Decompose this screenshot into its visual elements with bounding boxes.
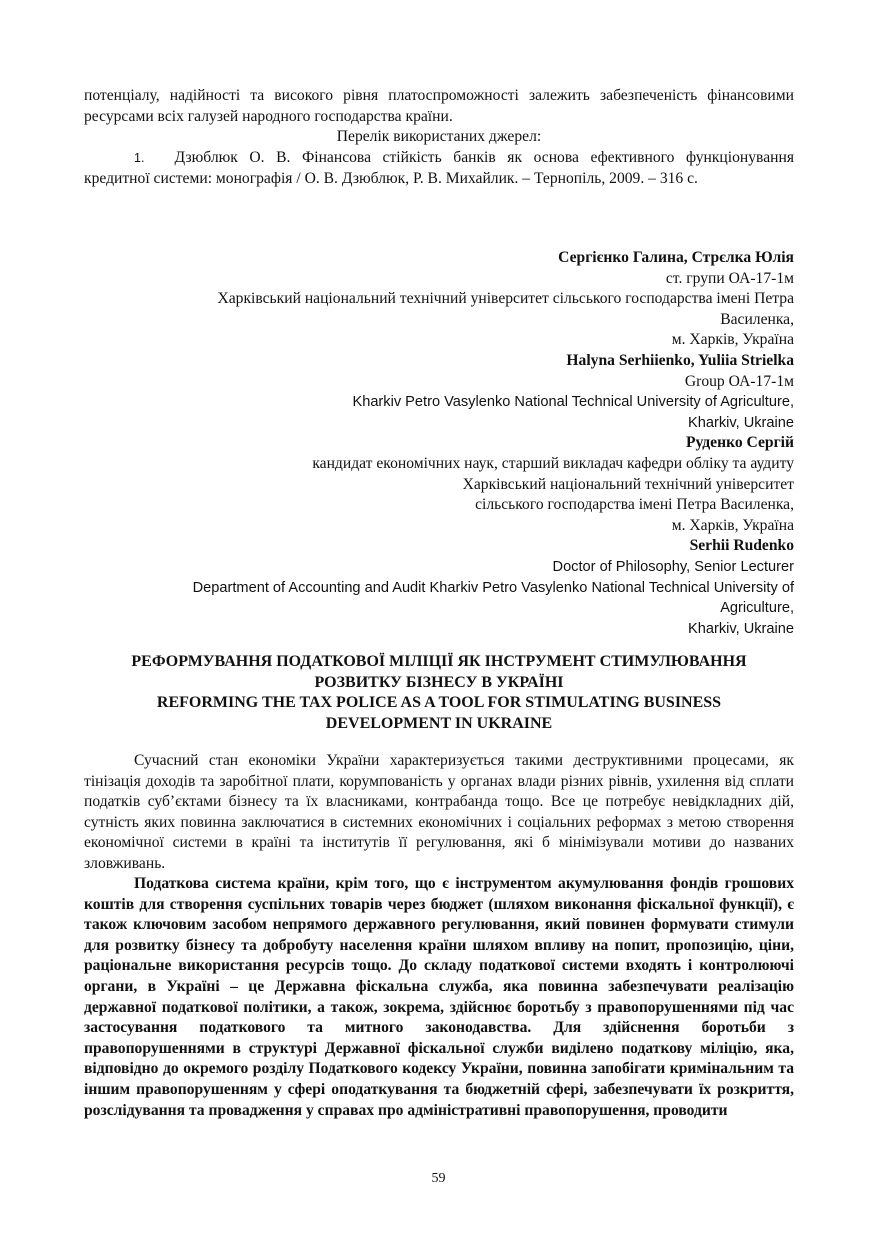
supervisor-department-en-line1: Department of Accounting and Audit Kharkiv Petro Vasylenko National Technical University of [192,579,794,596]
title-en-line1: REFORMING THE TAX POLICE AS A TOOL FOR STIMULATING BUSINESS [156,694,722,712]
title-en-line2: DEVELOPMENT IN UKRAINE [325,714,553,732]
article-title [84,652,794,734]
author-city-ua: м. Харків, Україна [671,331,794,349]
author-group-en: Group ОА-17-1м [684,372,794,390]
author-university-en: Kharkiv Petro Vasylenko National Technical University of Agriculture, [352,394,794,411]
author-university-ua-line1: Харківський національний технічний університет сільського господарства імені Петра [217,290,794,308]
author-city-en: Kharkiv, Ukraine [688,414,794,431]
supervisor-city-en: Kharkiv, Ukraine [688,620,794,637]
body-paragraph-1: Сучасний стан економіки України характеризується такими деструктивними процесами, як тінізація доходів та заробітної плати, корумпованість у органах влади різних рівнів, ухилення від сплати податків суб’єктами бізнесу та їх власниками, контрабанда тощо. Все це потребує невідкладних дій, сутність яких повинна заключатися в системних економічних і соціальних реформах з метою створення економічної системи в країні та інститутів її регулювання, які б мінімізували мотиви до названих зловживань. [84,752,794,872]
author-group-ua: ст. групи ОА-17-1м [665,269,794,287]
reference-number: 1. [134,151,145,165]
supervisor-university-ua-line2: сільського господарства імені Петра Василенка, [475,496,794,514]
intro-paragraph: потенціалу, надійності та високого рівня платоспроможності залежить забезпеченість фінансовими ресурсами всіх галузей народного господарства країни. [84,87,794,125]
supervisor-name-en: Serhii Rudenko [689,537,794,555]
reference-text: Дзюблюк О. В. Фінансова стійкість банків як основа ефективного функціонування кредитної системи: монографія / О. В. Дзюблюк, Р. В. Михайлик. – Тернопіль, 2009. – 316 с. [84,149,794,187]
supervisor-department-en-line2: Agriculture, [720,600,794,617]
supervisor-name-ua: Руденко Сергій [685,434,794,452]
page-number: 59 [431,1171,446,1186]
supervisor-title-ua: кандидат економічних наук, старший викладач кафедри обліку та аудиту [312,454,794,472]
supervisor-city-ua: м. Харків, Україна [671,516,794,534]
body-paragraph-2: Податкова система країни, крім того, що є інструментом акумулювання фондів грошових коштів для створення суспільних товарів через бюджет (шляхом виконання фіскальної функції), є також ключовим засобом непрямого державного регулювання, який повинен формувати стимули для розвитку бізнесу та добробуту населення країни шляхом впливу на попит, пропозицію, ціни, раціональне використання ресурсів тощо. До складу податкової системи входять і контролюючі органи, в Україні – це Державна фіскальна служба, яка повинна забезпечувати реалізацію державної податкової політики, а також, зокрема, здійснює боротьбу з правопорушеннями під час застосування податкового та митного законодавства. Для здійснення боротьби з правопорушеннями в структурі Державної фіскальної служби виділено податкову міліцію, яка, відповідно до окремого розділу Податкового кодексу України, повинна запобігати кримінальним та іншим правопорушенням у сфері оподаткування та бюджетній сфері, забезпечувати їх розкриття, розслідування та провадження у справах про адміністративні правопорушення, проводити [84,875,794,1119]
author-names-ua: Сергієнко Галина, Стрєлка Юлія [558,249,794,266]
title-ua-line1: РЕФОРМУВАННЯ ПОДАТКОВОЇ МІЛІЦІЇ ЯК ІНСТРУМЕНТ СТИМУЛЮВАННЯ [131,653,747,670]
supervisor-university-ua-line1: Харківський національний технічний університет [462,475,794,493]
author-university-ua-line2: Василенка, [720,310,794,328]
supervisor-title-en: Doctor of Philosophy, Senior Lecturer [552,558,794,575]
authors-block [84,248,794,639]
reference-item [84,148,794,189]
title-ua-line2: РОЗВИТКУ БІЗНЕСУ В УКРАЇНІ [314,673,564,691]
author-names-en: Halyna Serhiienko, Yuliia Strielka [566,351,794,369]
references-heading: Перелік використаних джерел: [336,128,542,145]
